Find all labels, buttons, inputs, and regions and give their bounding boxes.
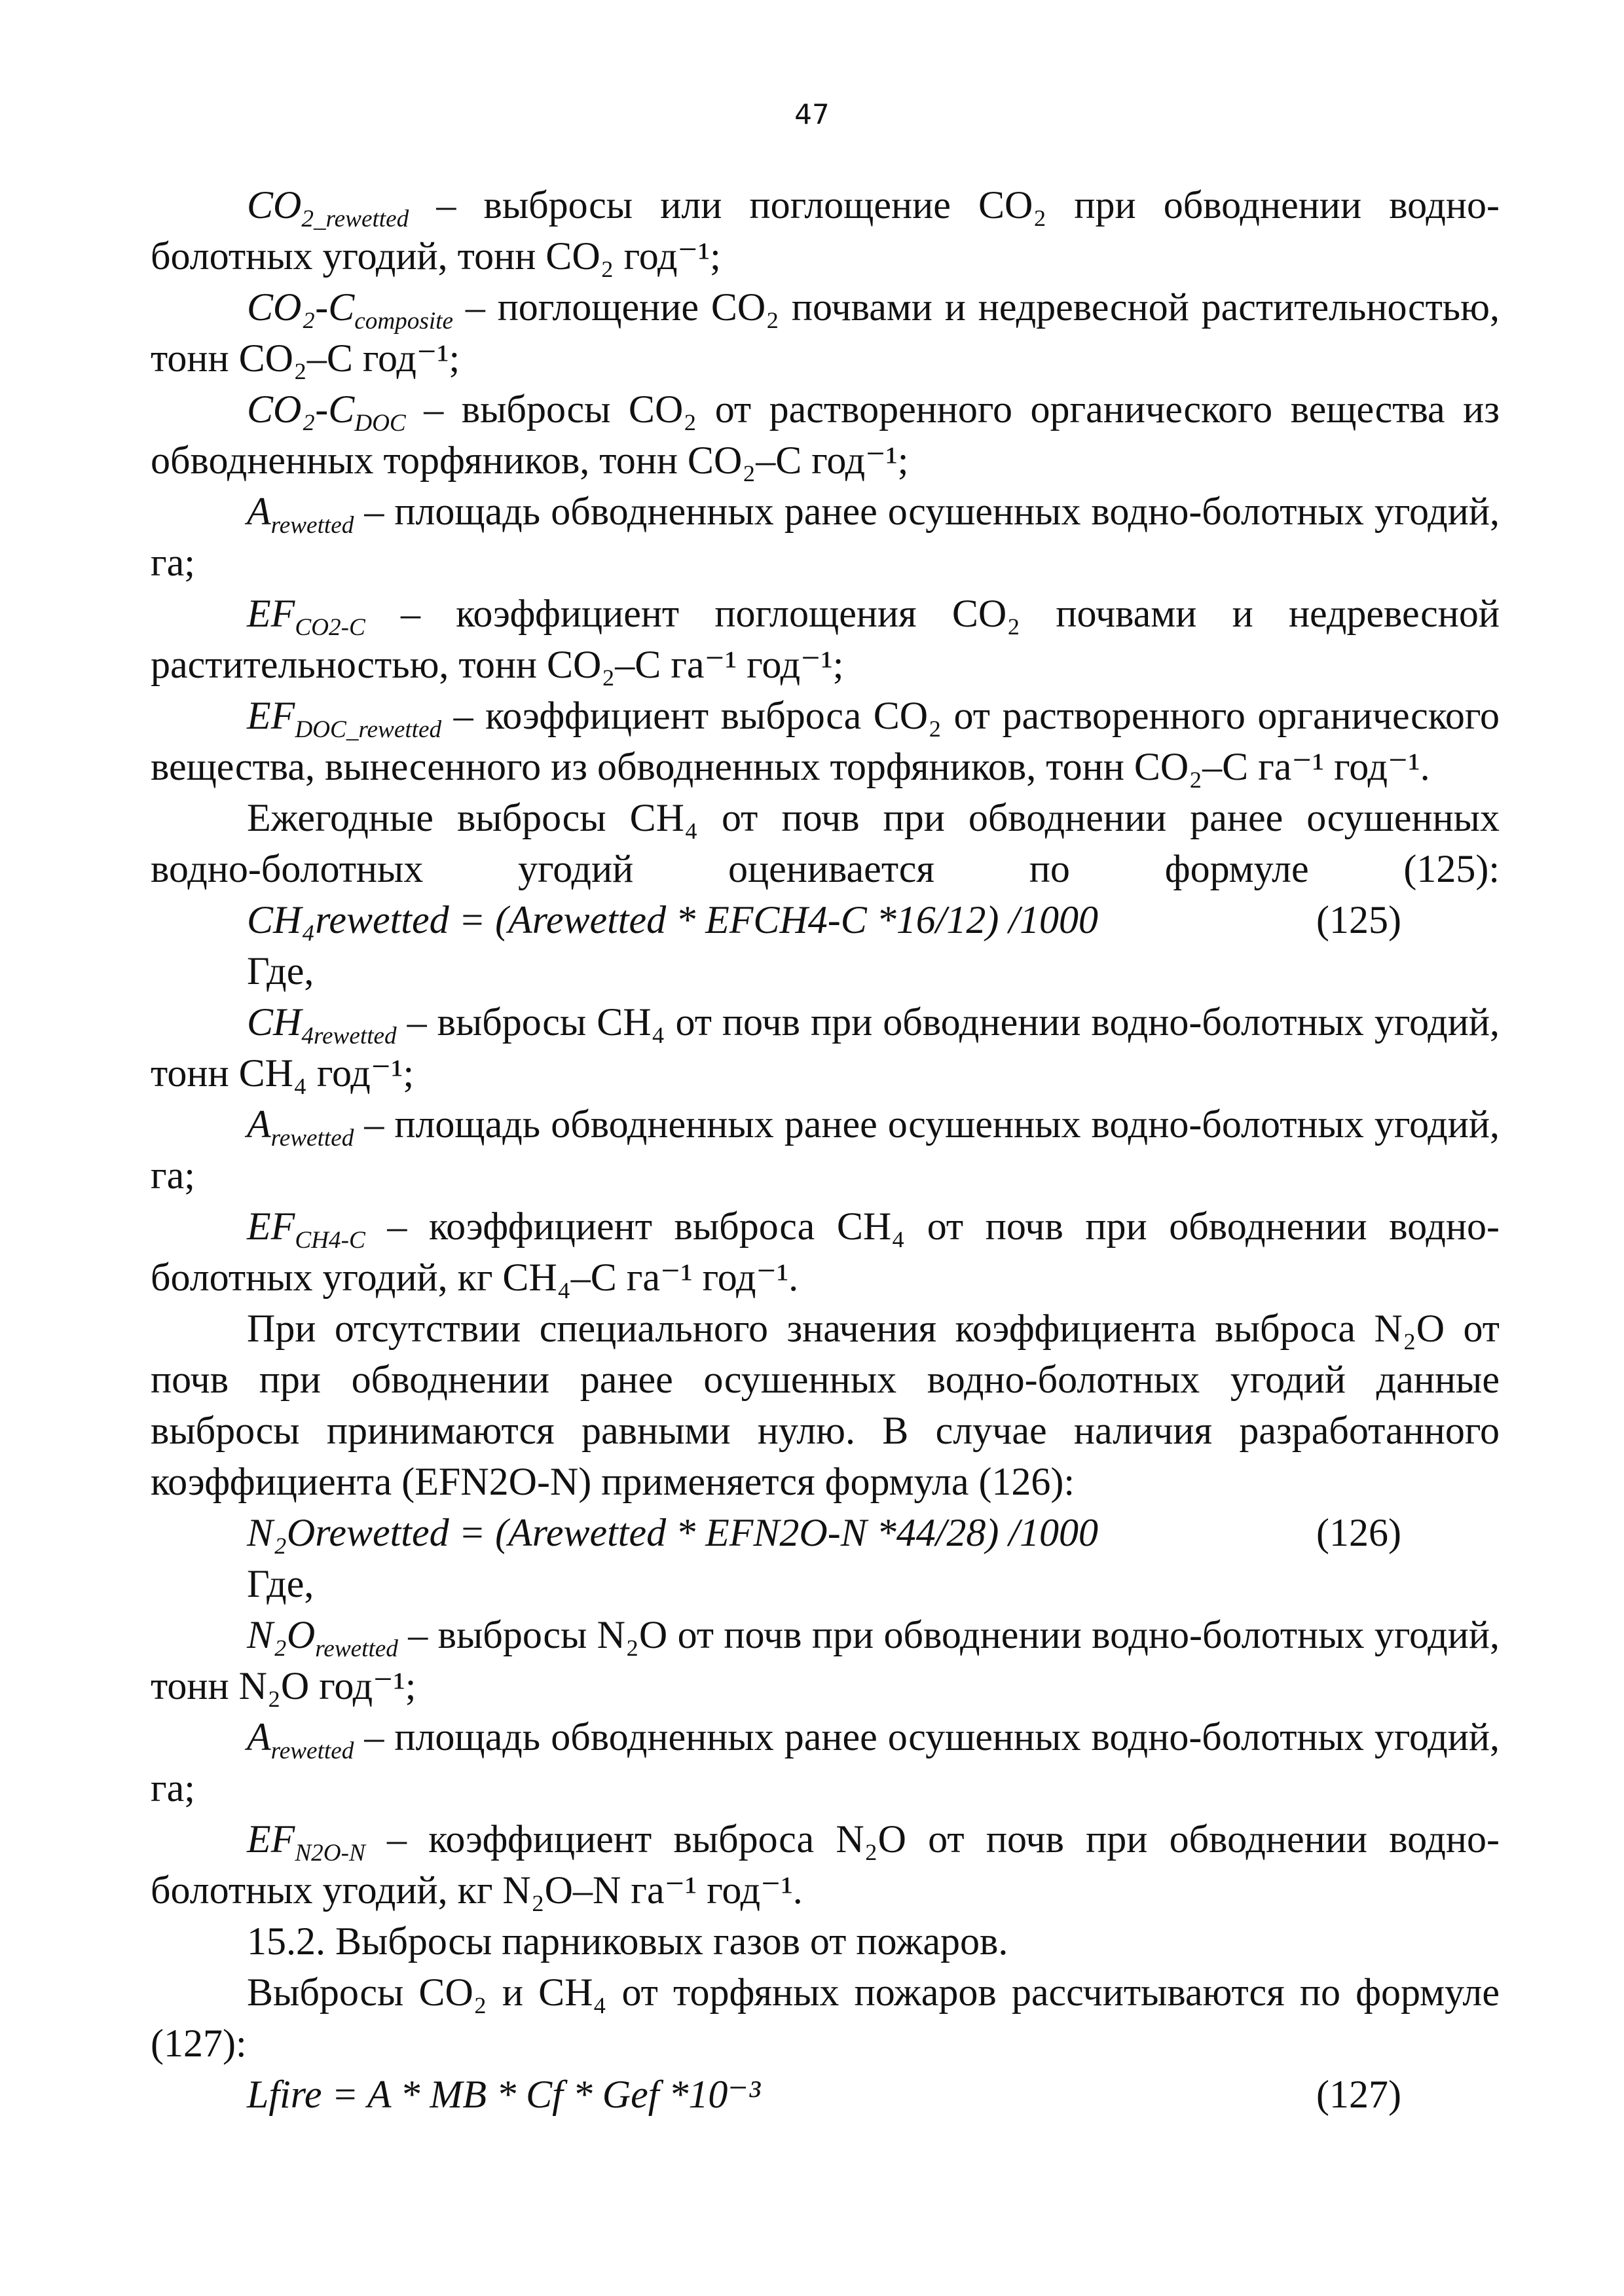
definition-text: – площадь обводненных ранее осушенных водно-болотных угодий, га; [151,1715,1500,1810]
definition-item [151,1609,1500,1711]
symbol-subscript: composite [354,308,454,335]
formula-127-number: (127) [1316,2073,1401,2116]
definition-item [151,282,1500,384]
symbol-subscript: DOC [354,410,406,437]
symbol-subscript: rewetted [270,512,354,539]
document-body [151,179,1500,2120]
definition-item [151,588,1500,690]
formula-expression-text: Lfire = A * MB * Cf * Gef *10⁻³ [247,2073,761,2116]
symbol-subscript: rewetted [270,1125,354,1152]
definition-item [151,996,1500,1099]
definition-item [151,690,1500,792]
symbol-main: CO₂-C [247,388,355,431]
definition-symbol [247,1817,365,1867]
definition-text: – выбросы или поглощение CO₂ при обводнении водно-болотных угодий, тонн CO₂ год⁻¹; [151,183,1500,278]
symbol-main: N₂O [247,1613,316,1656]
definition-symbol [247,490,354,539]
formula-126-expression [247,1507,1098,1558]
symbol-subscript: CO2-C [295,614,365,642]
symbol-main: A [247,1715,271,1758]
definition-symbol [247,388,406,437]
definition-text: – выбросы CO₂ от растворенного органического вещества из обводненных торфяников, тонн CO₂–C год⁻¹; [151,388,1500,482]
definition-text: – поглощение CO₂ почвами и недревесной растительностью, тонн CO₂–C год⁻¹; [151,285,1500,380]
symbol-subscript: rewetted [315,1635,398,1663]
definition-symbol [247,592,365,642]
formula-expression-text: N₂Orewetted = (Arewetted * EFN2O-N *44/28) /1000 [247,1511,1099,1554]
symbol-main: EF [247,1205,295,1248]
definition-list [151,179,1500,792]
where-label: Где, [247,1562,314,1605]
definition-text: – коэффициент поглощения CO₂ почвами и недревесной растительностью, тонн CO₂–C га⁻¹ год⁻¹; [151,592,1500,686]
symbol-main: EF [247,1817,295,1861]
definition-text: – площадь обводненных ранее осушенных водно-болотных угодий, га; [151,1102,1500,1197]
symbol-main: EF [247,694,295,737]
symbol-main: CO [247,183,302,227]
definition-item [151,1813,1500,1916]
formula-127 [151,2069,1500,2120]
symbol-subscript: rewetted [270,1738,354,1765]
symbol-main: A [247,490,271,533]
paragraph-fire-intro: Выбросы CO₂ и CH₄ от торфяных пожаров рассчитываются по формуле (127): [151,1971,1500,2065]
formula-125 [151,894,1500,945]
definition-item [151,486,1500,588]
definition-text: – коэффициент выброса N₂O от почв при обводнении водно-болотных угодий, кг N₂O–N га⁻¹ год⁻¹. [151,1817,1500,1912]
definition-symbol [247,285,454,335]
definition-list [151,996,1500,1303]
definition-symbol [247,1205,365,1254]
definition-text: – выбросы N₂O от почв при обводнении водно-болотных угодий, тонн N₂O год⁻¹; [151,1613,1500,1707]
symbol-main: EF [247,592,295,635]
definition-symbol [247,1000,397,1050]
definition-text: – выбросы CH₄ от почв при обводнении водно-болотных угодий, тонн CH₄ год⁻¹; [151,1000,1500,1095]
paragraph-ch4-intro: Ежегодные выбросы CH₄ от почв при обводнении ранее осушенных водно-болотных угодий оценивается по формуле (125): [151,796,1500,890]
definition-list [151,1609,1500,1916]
symbol-main: A [247,1102,271,1146]
page-number: 47 [794,98,830,130]
definition-text: – площадь обводненных ранее осушенных водно-болотных угодий, га; [151,490,1500,584]
definition-symbol [247,694,442,744]
symbol-subscript: N2O-N [295,1840,365,1867]
formula-126-number: (126) [1316,1511,1401,1554]
formula-expression-text: CH₄rewetted = (Arewetted * EFCH4-C *16/12) /1000 [247,898,1099,941]
definition-symbol [247,1102,354,1152]
formula-126 [151,1507,1500,1558]
symbol-main: CO₂-C [247,285,355,329]
definition-symbol [247,183,409,233]
formula-127-expression [247,2069,760,2120]
definition-item [151,179,1500,282]
symbol-main: CH [247,1000,302,1044]
symbol-subscript: CH4-C [295,1227,365,1254]
definition-item [151,1201,1500,1303]
formula-125-number: (125) [1316,898,1401,941]
definition-item [151,384,1500,486]
definition-item [151,1711,1500,1813]
symbol-subscript: 4rewetted [301,1023,397,1050]
definition-text: – коэффициент выброса CH₄ от почв при обводнении водно-болотных угодий, кг CH₄–C га⁻¹ год⁻¹. [151,1205,1500,1299]
paragraph-n2o-intro: При отсутствии специального значения коэффициента выброса N₂O от почв при обводнении ранее осушенных водно-болотных угодий данные выбросы принимаются равными нулю. В случае наличия разработанного коэффициента (EFN2O-N) применяется формула (126): [151,1307,1500,1503]
definition-symbol [247,1613,398,1663]
section-heading: 15.2. Выбросы парниковых газов от пожаров. [247,1920,1008,1963]
definition-text: – коэффициент выброса CO₂ от растворенного органического вещества, вынесенного из обводненных торфяников, тонн CO₂–C га⁻¹ год⁻¹. [151,694,1500,788]
where-label: Где, [247,949,314,993]
symbol-subscript: DOC_rewetted [295,716,442,744]
symbol-subscript: 2_rewetted [301,206,409,233]
definition-symbol [247,1715,354,1765]
formula-125-expression [247,894,1098,945]
definition-item [151,1099,1500,1201]
